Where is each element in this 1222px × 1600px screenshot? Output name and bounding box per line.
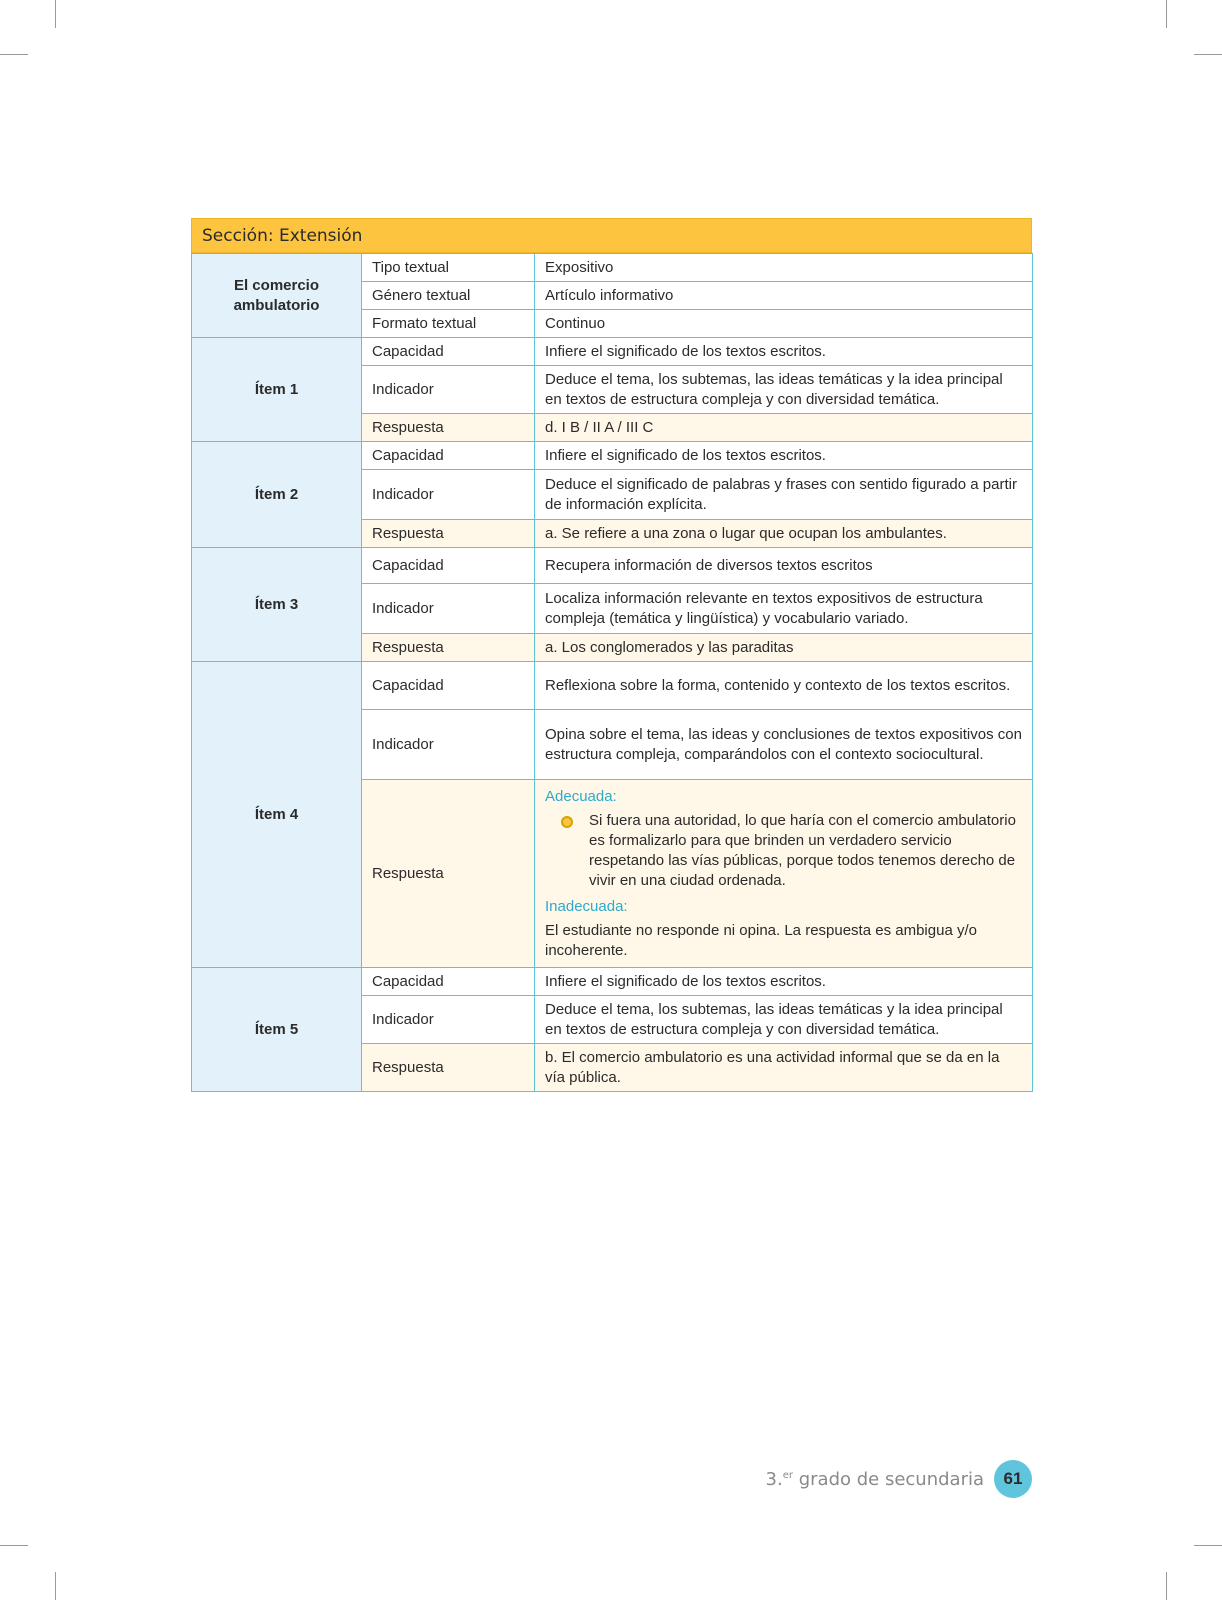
item-title: Ítem 2: [192, 442, 362, 548]
item-title: Ítem 3: [192, 548, 362, 662]
row-label: Formato textual: [362, 310, 535, 338]
table-row: [192, 968, 1033, 996]
capacidad-value: Recupera información de diversos textos escritos: [535, 548, 1033, 584]
capacidad-value: Infiere el significado de los textos escritos.: [535, 442, 1033, 470]
crop-mark: [1166, 1572, 1167, 1600]
crop-mark: [0, 1545, 28, 1546]
page-footer: [766, 1460, 1032, 1498]
capacidad-label: Capacidad: [362, 968, 535, 996]
page-number: 61: [994, 1460, 1032, 1498]
table-row: [192, 548, 1033, 584]
indicador-value: Localiza información relevante en textos expositivos de estructura compleja (temática y lingüística) y vocabulario variado.: [535, 584, 1033, 634]
table-row: [192, 442, 1033, 470]
respuesta-value: b. El comercio ambulatorio es una actividad informal que se da en la vía pública.: [535, 1044, 1033, 1092]
row-value: Expositivo: [535, 254, 1033, 282]
indicador-value: Deduce el tema, los subtemas, las ideas temáticas y la idea principal en textos de estructura compleja y con diversidad temática.: [535, 366, 1033, 414]
crop-mark: [1166, 0, 1167, 28]
indicador-label: Indicador: [362, 710, 535, 780]
section-title: Sección: Extensión: [191, 218, 1032, 253]
item-title: Ítem 5: [192, 968, 362, 1092]
item-title: Ítem 1: [192, 338, 362, 442]
respuesta-label: Respuesta: [362, 520, 535, 548]
table-row: [192, 254, 1033, 282]
capacidad-label: Capacidad: [362, 662, 535, 710]
capacidad-value: Infiere el significado de los textos escritos.: [535, 338, 1033, 366]
indicador-label: Indicador: [362, 584, 535, 634]
respuesta-label: Respuesta: [362, 414, 535, 442]
circle-bullet-icon: [561, 816, 573, 828]
capacidad-value: Reflexiona sobre la forma, contenido y contexto de los textos escritos.: [535, 662, 1033, 710]
respuesta-value: a. Los conglomerados y las paraditas: [535, 634, 1033, 662]
spec-table: [191, 253, 1033, 1092]
respuesta-label: Respuesta: [362, 634, 535, 662]
respuesta-value: [535, 780, 1033, 968]
crop-mark: [1194, 1545, 1222, 1546]
crop-mark: [0, 54, 28, 55]
capacidad-label: Capacidad: [362, 442, 535, 470]
respuesta-label: Respuesta: [362, 780, 535, 968]
grade-number: 3.: [765, 1468, 783, 1490]
crop-mark: [55, 0, 56, 28]
indicador-label: Indicador: [362, 366, 535, 414]
capacidad-value: Infiere el significado de los textos escritos.: [535, 968, 1033, 996]
capacidad-label: Capacidad: [362, 548, 535, 584]
indicador-value: Opina sobre el tema, las ideas y conclusiones de textos expositivos con estructura compleja, comparándolos con el contexto sociocultural.: [535, 710, 1033, 780]
respuesta-value: a. Se refiere a una zona o lugar que ocupan los ambulantes.: [535, 520, 1033, 548]
indicador-label: Indicador: [362, 996, 535, 1044]
adecuada-bullet: [545, 811, 1022, 891]
grade-label: [766, 1469, 984, 1490]
table-row: [192, 662, 1033, 710]
row-label: Tipo textual: [362, 254, 535, 282]
indicador-value: Deduce el significado de palabras y frases con sentido figurado a partir de información explícita.: [535, 470, 1033, 520]
respuesta-label: Respuesta: [362, 1044, 535, 1092]
row-label: Género textual: [362, 282, 535, 310]
row-value: Continuo: [535, 310, 1033, 338]
grade-superscript: er: [782, 1469, 793, 1481]
intro-title: El comercio ambulatorio: [192, 254, 362, 338]
adecuada-text: Si fuera una autoridad, lo que haría con el comercio ambulatorio es formalizarlo para que brinden un verdadero servicio respetando las vías públicas, porque todos tenemos derecho de vivir en una ciudad ordenada.: [589, 811, 1016, 889]
extension-section: [191, 218, 1032, 1092]
crop-mark: [55, 1572, 56, 1600]
indicador-value: Deduce el tema, los subtemas, las ideas temáticas y la idea principal en textos de estructura compleja y con diversidad temática.: [535, 996, 1033, 1044]
crop-mark: [1194, 54, 1222, 55]
adecuada-heading: Adecuada:: [545, 787, 617, 805]
table-row: [192, 338, 1033, 366]
indicador-label: Indicador: [362, 470, 535, 520]
item-title: Ítem 4: [192, 662, 362, 968]
row-value: Artículo informativo: [535, 282, 1033, 310]
capacidad-label: Capacidad: [362, 338, 535, 366]
respuesta-value: d. I B / II A / III C: [535, 414, 1033, 442]
inadecuada-text: El estudiante no responde ni opina. La respuesta es ambigua y/o incoherente.: [545, 921, 977, 959]
inadecuada-heading: Inadecuada:: [545, 897, 628, 915]
grade-text: grado de secundaria: [792, 1468, 984, 1490]
